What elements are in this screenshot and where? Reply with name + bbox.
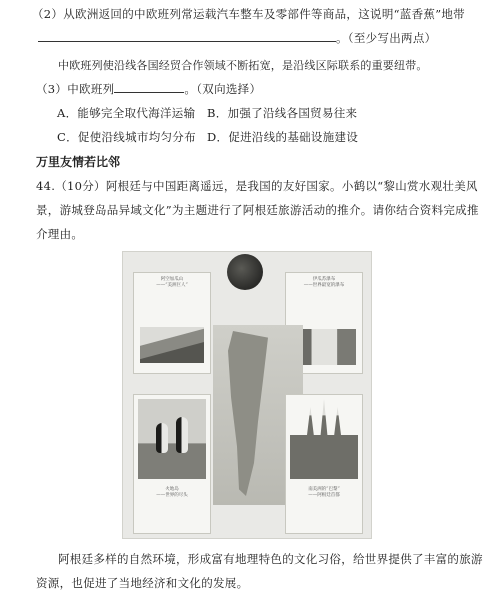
- question-44-line1: 44.（10分）阿根廷与中国距离遥远，是我国的友好国家。小鹤以“黎山赏水观壮美风: [36, 179, 478, 193]
- argentina-figure: [122, 251, 372, 539]
- cathedral-photo: [290, 399, 358, 479]
- question-2-line1: （2）从欧洲返回的中欧班列常运载汽车整车及零部件等商品，这说明“蓝香蕉”地带: [32, 7, 465, 21]
- question-3-suffix: 。（双向选择）: [184, 82, 262, 96]
- penguin-left: [156, 423, 168, 453]
- globe-image: [227, 254, 263, 290]
- passage-2-line1: 阿根廷多样的自然环境，形成富有地理特色的文化习俗，给世界提供了丰富的旅游: [58, 552, 483, 566]
- option-c[interactable]: C．促使沿线城市均匀分布: [57, 130, 196, 144]
- question-2-line2: [38, 30, 436, 46]
- panel-bottom-left: [133, 394, 211, 534]
- caption-top-right: 伊瓜苏瀑布 ——世界最宽的瀑布: [303, 277, 345, 288]
- panel-top-left: [133, 272, 211, 374]
- question-3-prefix: （3）中欧班列: [36, 82, 115, 96]
- penguin-photo: [138, 399, 206, 479]
- passage-railway: 中欧班列使沿线各国经贸合作领域不断拓宽，是沿线区际联系的重要纽带。: [58, 59, 428, 72]
- caption-top-left: 阿空加瓜山 ——“美洲巨人”: [156, 277, 188, 288]
- question-2-suffix: 。（至少写出两点）: [336, 31, 437, 45]
- panel-bottom-right: [285, 394, 363, 534]
- argentina-landmass: [223, 331, 273, 496]
- mountain-photo: [140, 327, 204, 363]
- question-44-line3: 介理由。: [36, 227, 84, 241]
- option-d[interactable]: D．促进沿线的基础设施建设: [207, 130, 359, 144]
- answer-blank-q3[interactable]: [114, 82, 184, 93]
- section-title: 万里友情若比邻: [36, 155, 121, 169]
- option-a[interactable]: A．能够完全取代海洋运输: [57, 106, 196, 120]
- question-44-line2: 景，游城登岛品异域文化”为主题进行了阿根廷旅游活动的推介。请你结合资料完成推: [36, 203, 479, 217]
- answer-blank-q2[interactable]: [38, 31, 336, 42]
- penguin-right: [176, 417, 188, 453]
- option-b[interactable]: B．加强了沿线各国贸易往来: [207, 106, 358, 120]
- question-3-stem: [36, 81, 261, 97]
- passage-2-line2: 资源，也促进了当地经济和文化的发展。: [36, 576, 249, 590]
- caption-bottom-left: 火地岛 ——世界的尽头: [156, 487, 188, 498]
- caption-bottom-right: 南美洲的“巴黎” ——阿根廷首都: [308, 487, 340, 498]
